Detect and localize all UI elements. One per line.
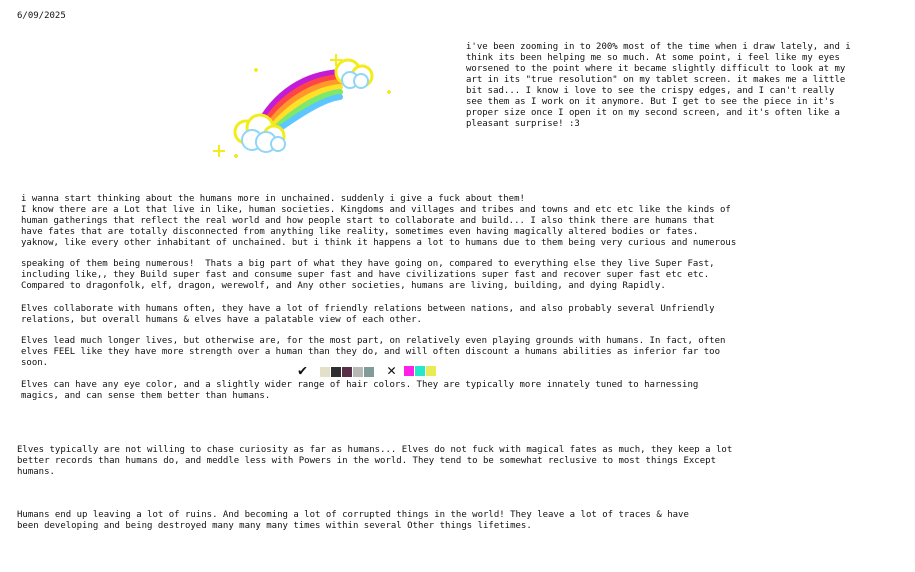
allowed-color-swatch [320,367,330,377]
allowed-color-swatch [331,367,341,377]
paragraph-elves-curiosity: Elves typically are not willing to chase curiosity as far as humans... Elves do not fuck with magical fates as much, they keep a lot better records than humans do, and meddle less with Powers in the world. They tend to be somewhat reclusive to most things Except humans. [17,445,733,477]
color-key [298,363,458,381]
paragraph-elves-collaborate: Elves collaborate with humans often, they have a lot of friendly relations between nations, and also probably several Unfriendly relations, but overall humans & elves have a palatable view of each other. [21,304,715,325]
rejected-color-swatch [404,366,414,376]
checkmark-icon: ✔ [298,361,308,379]
allowed-color-swatch [342,367,352,377]
cloud-right-inner [342,72,368,88]
paragraph-elves-lives: Elves lead much longer lives, but otherwise are, for the most part, on relatively even playing grounds with humans. In fact, often elves FEEL like they have more strength over a human than they do, and will often discount a humans abilities as inferior far too soon. [21,336,726,368]
paragraph-elves-colors: Elves can have any eye color, and a slightly wider range of hair colors. They are typically more innately tuned to harnessing magics, and can sense them better than humans. [21,380,699,401]
paragraph-ruins: Humans end up leaving a lot of ruins. And becoming a lot of corrupted things in the world! They leave a lot of traces & have been developing and being destroyed many many many times within several Other things lifetimes. [17,510,689,531]
paragraph-numerous: speaking of them being numerous! Thats a big part of what they have going on, compared to everything else they live Super Fast, including like,, they Build super fast and consume super fast and have civilizations super fast and recover super fast etc etc. Compared to dragonfolk, elf, dragon, werewolf, and Any other societies, humans are living, building, and dying Rapidly. [21,259,715,291]
allowed-color-swatch [353,367,363,377]
rejected-color-swatch [415,366,425,376]
top-note: i've been zooming in to 200% most of the time when i draw lately, and i think its been helping me so much. At some point, i feel like my eyes worsened to the point where it became slightly difficult to look at my art in its "true resolution" on my tablet screen. it makes me a little bit sad... I know i love to see the crispy edges, and I can't really see them as I work on it anymore. But I get to see the piece in it's proper size once I open it on my second screen, and it's often like a pleasant surprise! :3 [466,42,851,129]
paragraph-intro: i wanna start thinking about the humans more in unchained. suddenly i give a fuck about them! I know there are a Lot that live in like, human societies. Kingdoms and villages and tribes and towns and etc etc like the kinds of human gatherings that reflect the real world and how people start to collaborate and build... I also think there are humans that have fates that are totally disconnected from anything like reality, sometimes even having magically altered bodies or fates. yaknow, like every other inhabitant of unchained. but i think it happens a lot to humans due to them being very curious and numerous [21,194,737,248]
page-date: 6/09/2025 [17,11,66,21]
x-mark-icon: ✕ [387,361,397,379]
rainbow-drawing [208,50,408,170]
rejected-color-swatch [426,366,436,376]
allowed-color-swatch [364,367,374,377]
